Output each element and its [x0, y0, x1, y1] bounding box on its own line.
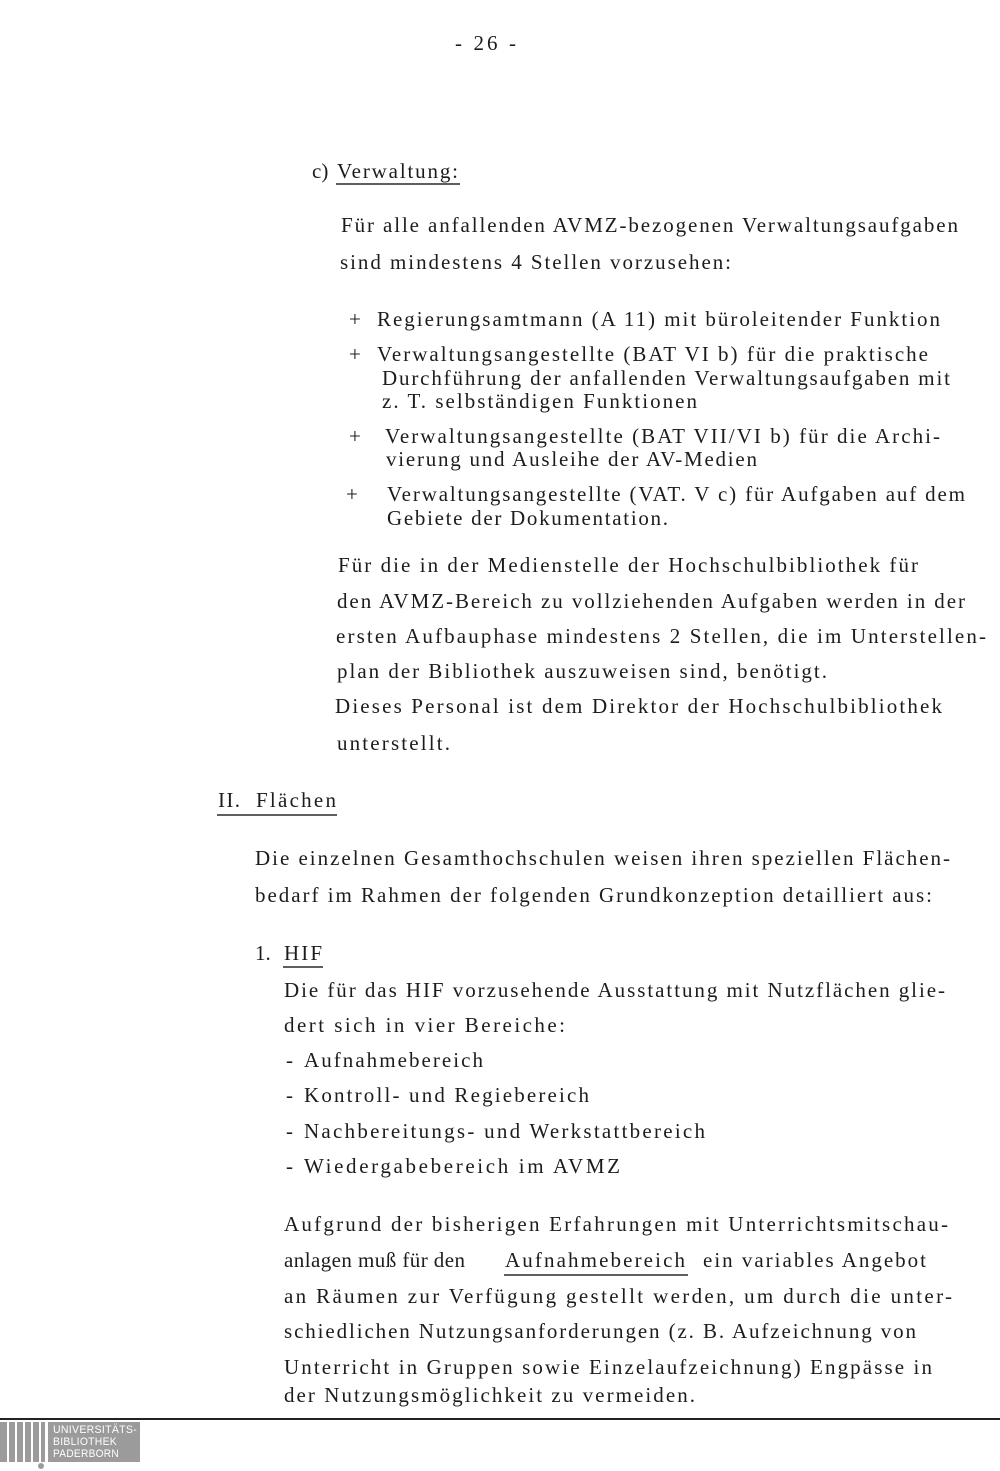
- plus-bullet: +: [349, 342, 361, 366]
- recording-paragraph-emphasis: Aufnahmebereich: [505, 1248, 685, 1272]
- subsection-1-number: 1.: [255, 941, 271, 965]
- logo-text-line: UNIVERSITÄTS-: [53, 1424, 138, 1436]
- page-number: - 26 -: [455, 31, 516, 55]
- dash-bullet: -: [286, 1048, 293, 1072]
- position-line: Gebiete der Dokumentation.: [387, 506, 668, 530]
- area-item: Wiedergabebereich im AVMZ: [304, 1154, 620, 1178]
- recording-paragraph-line: der Nutzungsmöglichkeit zu vermeiden.: [284, 1383, 695, 1407]
- position-line: z. T. selbständigen Funktionen: [382, 389, 697, 413]
- plus-bullet: +: [349, 424, 361, 448]
- position-line: Verwaltungsangestellte (BAT VII/VI b) für die Archi-: [385, 424, 940, 448]
- section-ii-intro-line: Die einzelnen Gesamthochschulen weisen ihren speziellen Flächen-: [255, 846, 951, 870]
- library-paragraph-line: Für die in der Medienstelle der Hochschulbibliothek für: [338, 553, 918, 577]
- subsection-1-title: HIF: [284, 941, 322, 965]
- recording-paragraph-segment: anlagen muß für den: [284, 1248, 465, 1272]
- logo-bar-gap: [7, 1422, 9, 1462]
- position-line: vierung und Ausleihe der AV-Medien: [386, 447, 757, 471]
- section-c-title: Verwaltung:: [337, 159, 458, 183]
- section-c-label: c): [312, 159, 329, 183]
- section-ii-title: Flächen: [256, 788, 336, 812]
- plus-bullet: +: [349, 307, 361, 331]
- logo-text-line: BIBLIOTHEK: [53, 1436, 118, 1448]
- area-item: Nachbereitungs- und Werkstattbereich: [304, 1119, 705, 1143]
- recording-paragraph-line: an Räumen zur Verfügung gestellt werden, um durch die unter-: [284, 1284, 952, 1308]
- hif-intro-line: dert sich in vier Bereiche:: [284, 1013, 565, 1037]
- hif-intro-line: Die für das HIF vorzusehende Ausstattung mit Nutzflächen glie-: [284, 978, 946, 1002]
- position-line: Regierungsamtmann (A 11) mit büroleitender Funktion: [377, 307, 940, 331]
- plus-bullet: +: [346, 482, 358, 506]
- library-logo: [0, 1422, 140, 1469]
- logo-text-line: PADERBORN: [53, 1448, 119, 1460]
- dash-bullet: -: [286, 1083, 293, 1107]
- recording-paragraph-segment: ein variables Angebot: [703, 1248, 926, 1272]
- area-item: Kontroll- und Regiebereich: [304, 1083, 589, 1107]
- library-paragraph-line: plan der Bibliothek auszuweisen sind, benötigt.: [337, 659, 827, 683]
- area-item: Aufnahmebereich: [304, 1048, 483, 1072]
- logo-dot: [38, 1463, 44, 1469]
- logo-bar-gap: [15, 1422, 17, 1462]
- recording-paragraph-line: Aufgrund der bisherigen Erfahrungen mit Unterrichtsmitschau-: [284, 1212, 948, 1236]
- section-c-intro-line: sind mindestens 4 Stellen vorzusehen:: [340, 250, 731, 274]
- page-bottom-rule: [0, 1418, 1000, 1420]
- section-ii-intro-line: bedarf im Rahmen der folgenden Grundkonzeption detailliert aus:: [255, 883, 932, 907]
- position-line: Verwaltungsangestellte (BAT VI b) für die praktische: [377, 342, 928, 366]
- dash-bullet: -: [286, 1154, 293, 1178]
- library-paragraph-line: ersten Aufbauphase mindestens 2 Stellen, die im Unterstellen-: [336, 624, 987, 648]
- logo-bar-gap: [23, 1422, 25, 1462]
- dash-bullet: -: [286, 1119, 293, 1143]
- recording-paragraph-line: schiedlichen Nutzungsanforderungen (z. B. Aufzeichnung von: [284, 1319, 916, 1343]
- library-paragraph-line: den AVMZ-Bereich zu vollziehenden Aufgaben werden in der: [337, 589, 965, 613]
- logo-bar-gap: [31, 1422, 33, 1462]
- logo-bar-gap: [39, 1422, 41, 1462]
- section-ii-number: II.: [218, 788, 240, 812]
- logo-bar-gap: [45, 1422, 48, 1462]
- recording-paragraph-line: Unterricht in Gruppen sowie Einzelaufzeichnung) Engpässe in: [284, 1355, 933, 1379]
- library-paragraph-line: unterstellt.: [337, 731, 450, 755]
- section-c-intro-line: Für alle anfallenden AVMZ-bezogenen Verwaltungsaufgaben: [341, 213, 958, 237]
- position-line: Verwaltungsangestellte (VAT. V c) für Aufgaben auf dem: [387, 482, 966, 506]
- position-line: Durchführung der anfallenden Verwaltungsaufgaben mit: [382, 366, 951, 390]
- library-paragraph-line: Dieses Personal ist dem Direktor der Hochschulbibliothek: [335, 694, 942, 718]
